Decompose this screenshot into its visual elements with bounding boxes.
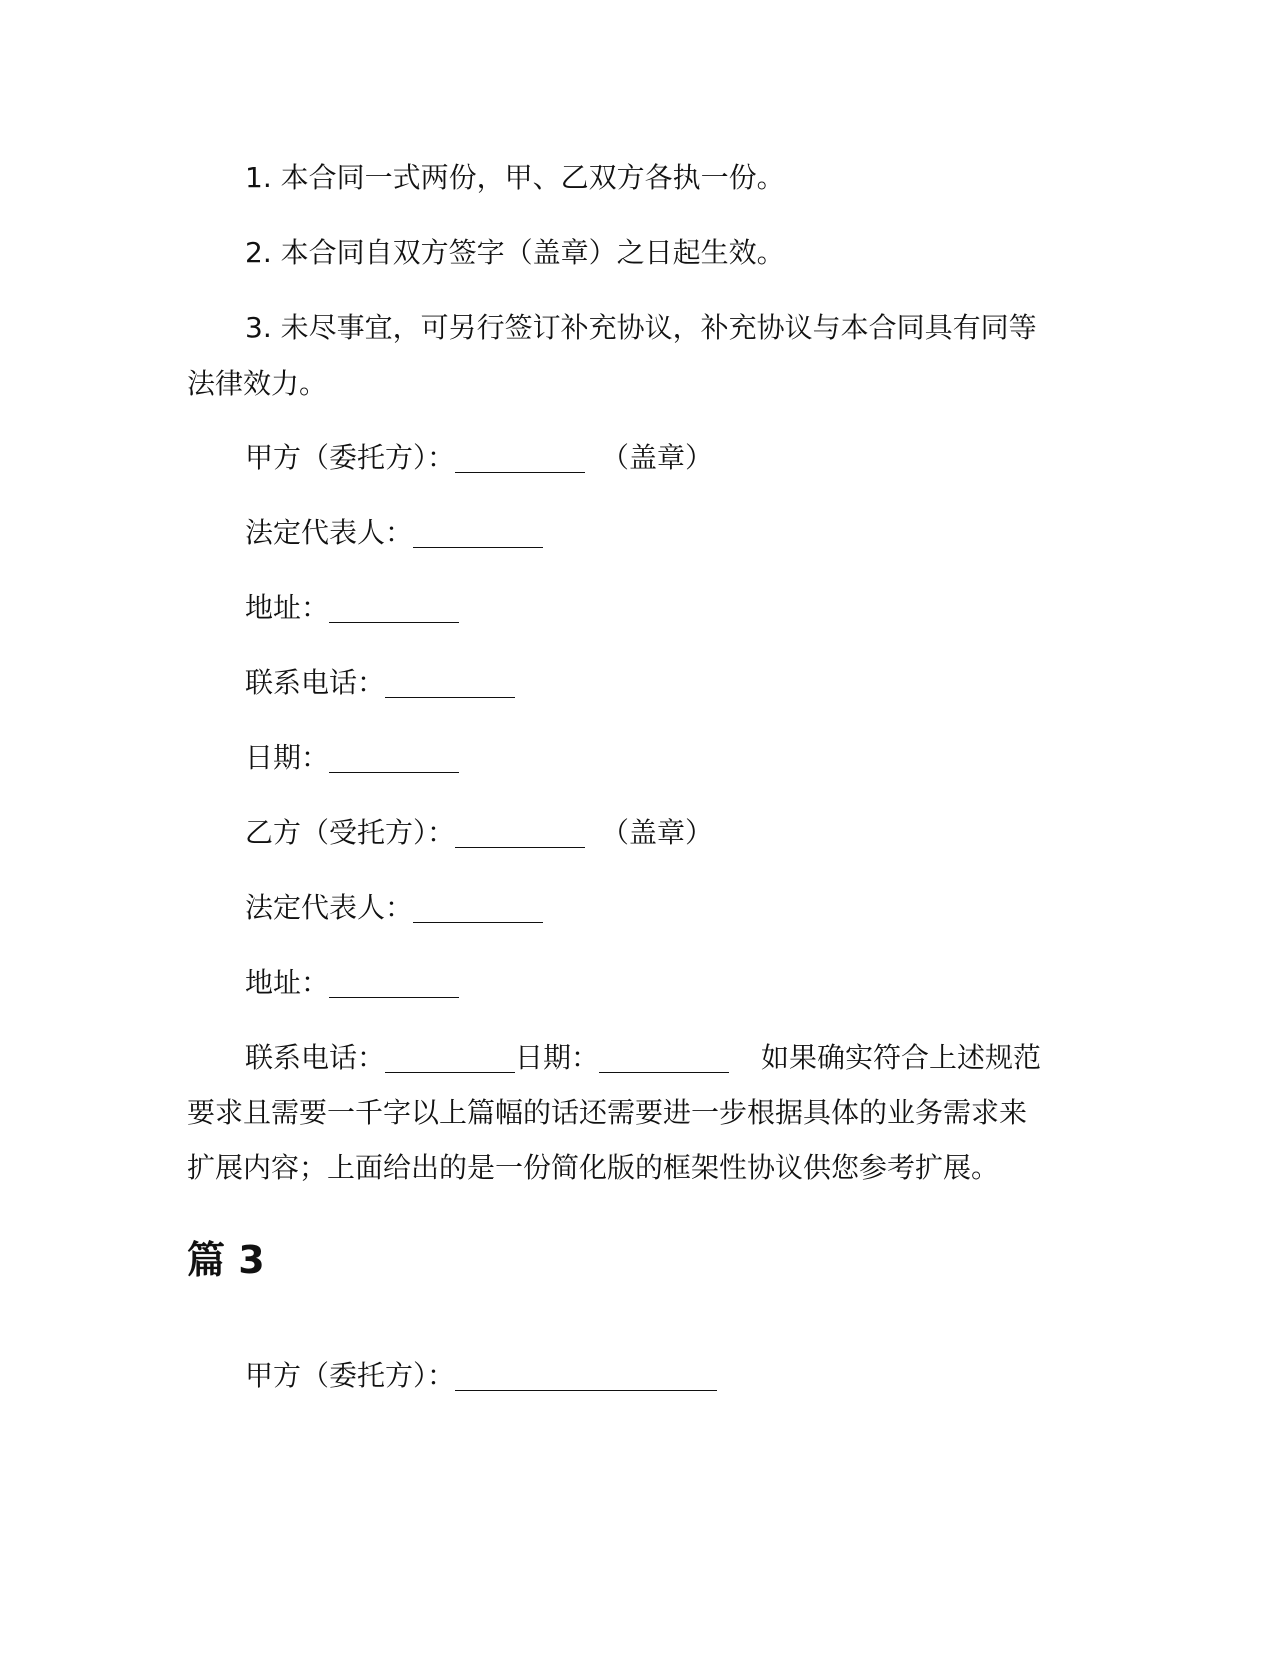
term-3: 3. 未尽事宜，可另行签订补充协议，补充协议与本合同具有同等 [245,311,1037,344]
party-a-address-label: 地址： [245,591,330,624]
party-b-label: 乙方（受托方）： [245,816,456,849]
section3-party-a-label: 甲方（委托方）： [245,1359,456,1392]
party-a-date-blank [329,744,459,773]
party-a-blank [455,444,585,473]
party-b-rep-blank [413,894,543,923]
note-line-1: 如果确实符合上述规范 [761,1041,1042,1074]
section-heading: 篇 3 [187,1238,265,1282]
party-a-date-line [245,740,459,776]
section3-party-a-line [245,1358,717,1394]
party-b-rep-line [245,890,543,926]
section3-party-a-blank [455,1362,717,1391]
term-1: 1. 本合同一式两份，甲、乙双方各执一份。 [245,161,785,194]
party-b-seal: （盖章） [601,816,714,849]
party-a-address-blank [329,594,459,623]
party-a-address-line [245,590,459,626]
party-a-label: 甲方（委托方）： [245,441,456,474]
note-line-2: 要求且需要一千字以上篇幅的话还需要进一步根据具体的业务需求来 [187,1096,1028,1129]
party-b-address-label: 地址： [245,966,330,999]
term-3-continued: 法律效力。 [187,367,328,400]
party-b-phone-blank [385,1044,515,1073]
party-a-rep-line [245,515,543,551]
party-a-seal: （盖章） [601,441,714,474]
party-a-date-label: 日期： [245,741,330,774]
party-b-date-label: 日期： [515,1041,600,1074]
party-b-address-blank [329,969,459,998]
party-a-rep-blank [413,519,543,548]
party-b-phone-date-line [245,1040,1041,1076]
party-a-phone-line [245,665,515,701]
party-b-date-blank [599,1044,729,1073]
party-a-phone-label: 联系电话： [245,666,386,699]
note-line-3: 扩展内容；上面给出的是一份简化版的框架性协议供您参考扩展。 [187,1151,1000,1184]
term-2: 2. 本合同自双方签字（盖章）之日起生效。 [245,236,785,269]
party-b-phone-label: 联系电话： [245,1041,386,1074]
party-a-line [245,440,713,476]
party-a-rep-label: 法定代表人： [245,516,414,549]
party-b-line [245,815,713,851]
party-b-rep-label: 法定代表人： [245,891,414,924]
party-b-blank [455,819,585,848]
party-a-phone-blank [385,669,515,698]
party-b-address-line [245,965,459,1001]
